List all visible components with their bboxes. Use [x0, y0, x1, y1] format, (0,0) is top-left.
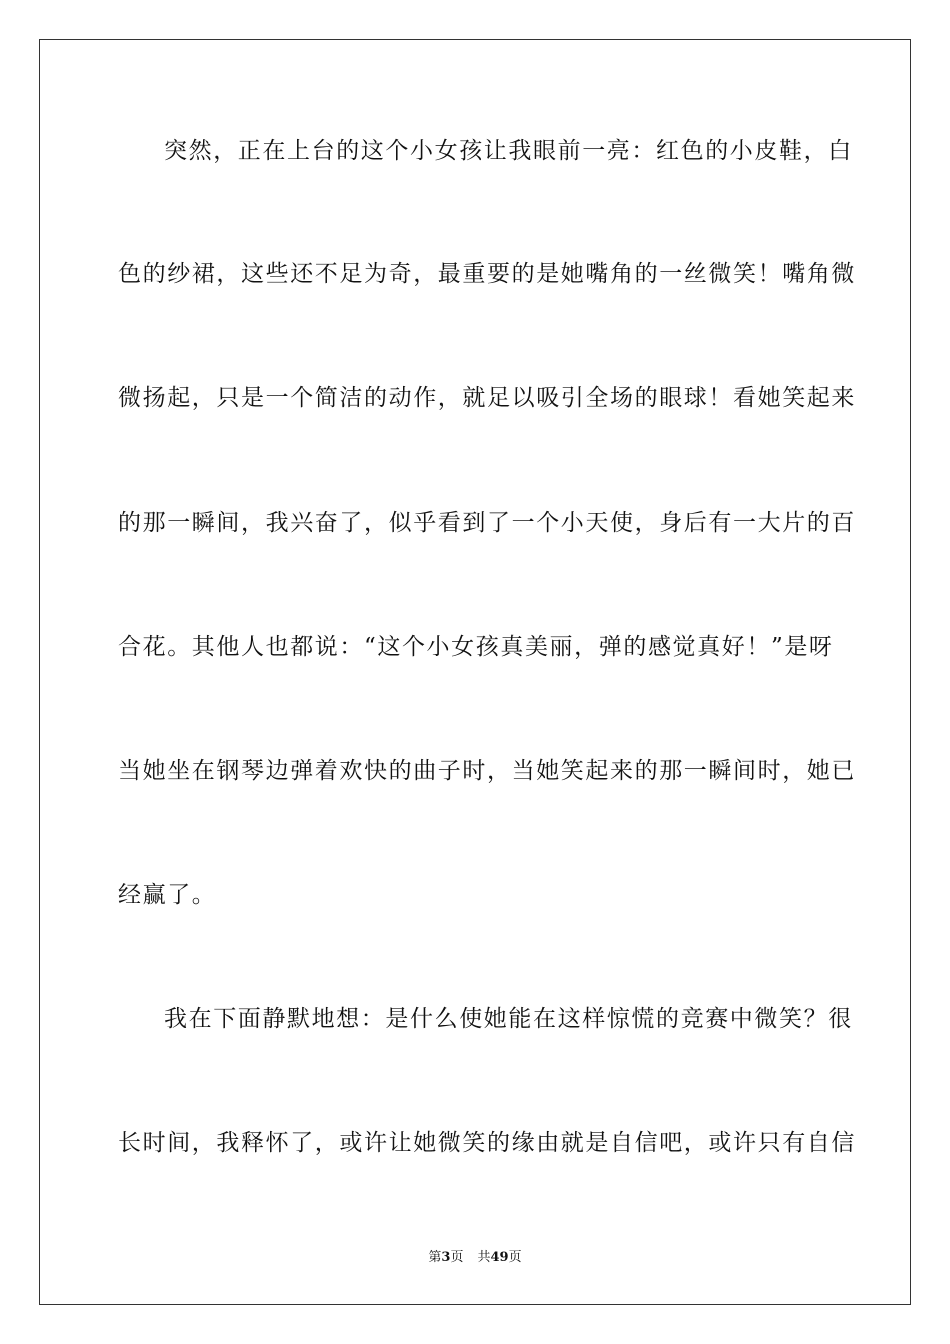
total-suffix: 页 — [508, 1250, 522, 1265]
total-prefix: 共 — [477, 1250, 491, 1265]
paragraph-1-line-6: 当她坐在钢琴边弹着欢快的曲子时，当她笑起来的那一瞬间时，她已 — [118, 758, 856, 784]
paragraph-1-line-1: 突然，正在上台的这个小女孩让我眼前一亮：红色的小皮鞋，白 — [164, 138, 853, 164]
paragraph-1-line-4: 的那一瞬间，我兴奋了，似乎看到了一个小天使，身后有一大片的百 — [118, 510, 856, 536]
paragraph-1-line-7: 经赢了。 — [118, 882, 217, 908]
page-footer — [0, 1246, 950, 1265]
page-prefix: 第 — [428, 1250, 442, 1265]
paragraph-2-line-1: 我在下面静默地想：是什么使她能在这样惊慌的竞赛中微笑？很 — [164, 1006, 853, 1032]
paragraph-1-line-2: 色的纱裙，这些还不足为奇，最重要的是她嘴角的一丝微笑！嘴角微 — [118, 261, 856, 287]
paragraph-1-line-5: 合花。其他人也都说：“这个小女孩真美丽，弹的感觉真好！”是呀 — [118, 634, 834, 660]
paragraph-1-line-3: 微扬起，只是一个简洁的动作，就足以吸引全场的眼球！看她笑起来 — [118, 385, 856, 411]
paragraph-2-line-2: 长时间，我释怀了，或许让她微笑的缘由就是自信吧，或许只有自信 — [118, 1130, 856, 1156]
page-frame — [39, 39, 911, 1305]
total-pages: 49 — [490, 1250, 509, 1265]
page-suffix: 页 — [450, 1250, 464, 1265]
page-number: 3 — [441, 1250, 451, 1265]
